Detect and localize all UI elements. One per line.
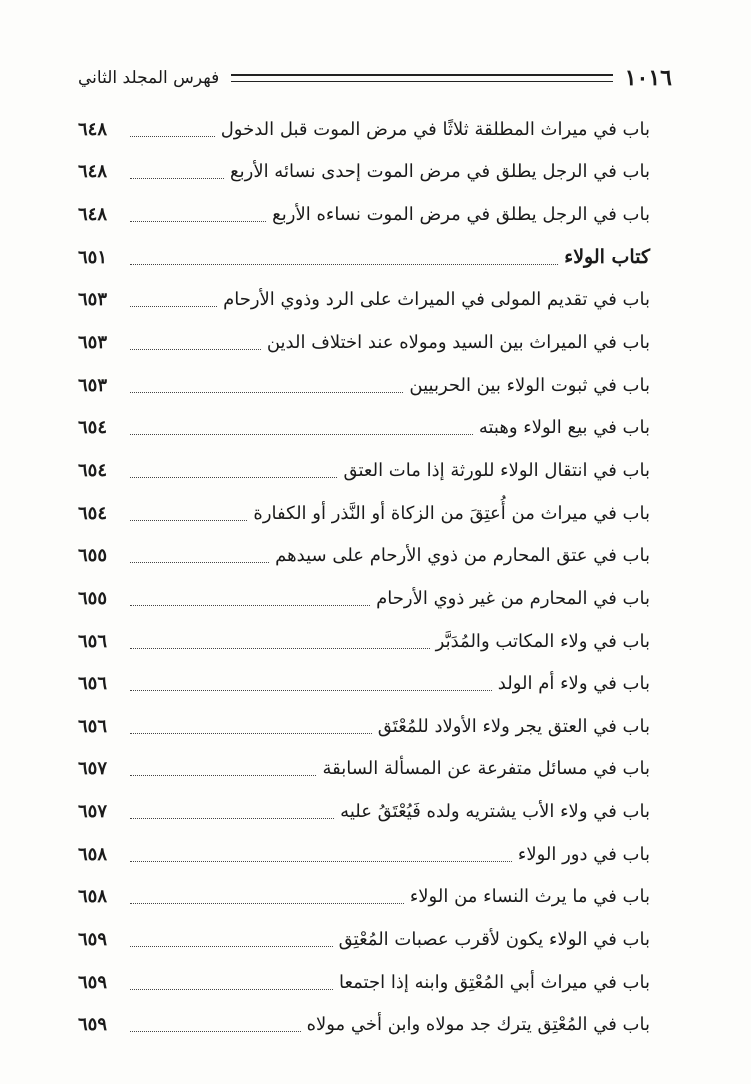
dot-leader: [130, 1031, 301, 1032]
table-of-contents: [78, 108, 650, 1046]
toc-entry-title: كتاب الولاء: [564, 246, 650, 269]
toc-entry-title: باب في ولاء المكاتب والمُدَبَّر: [435, 630, 650, 652]
toc-entry-page: ٦٥٩: [78, 928, 108, 950]
toc-entry: [78, 193, 650, 236]
dot-leader: [130, 306, 217, 307]
toc-entry-title: باب في الميراث بين السيد ومولاه عند اختلاف الدين: [266, 332, 650, 354]
dot-leader: [130, 861, 512, 862]
toc-entry-page: ٦٤٨: [78, 161, 108, 183]
toc-entry-page: ٦٥٥: [78, 587, 108, 609]
toc-entry-title: باب في ميراث أبي المُعْتِق وابنه إذا اجتمعا: [338, 971, 650, 993]
toc-entry-page: ٦٥٣: [78, 374, 108, 396]
toc-section-heading: [78, 236, 650, 279]
toc-entry-title: باب في ولاء الأب يشتريه ولده فَيُعْتَقُ عليه: [340, 801, 650, 823]
toc-entry-title: باب في ولاء أم الولد: [497, 673, 650, 695]
toc-entry-page: ٦٤٨: [78, 204, 108, 226]
toc-entry-page: ٦٥٦: [78, 715, 108, 737]
dot-leader: [130, 264, 558, 265]
dot-leader: [130, 648, 430, 649]
dot-leader: [130, 392, 403, 393]
dot-leader: [130, 989, 333, 990]
dot-leader: [130, 903, 404, 904]
dot-leader: [130, 605, 370, 606]
toc-entry-title: باب في دور الولاء: [517, 843, 650, 865]
page-number: ١٠١٦: [624, 65, 672, 91]
toc-entry: [78, 833, 650, 876]
toc-entry: [78, 449, 650, 492]
toc-entry-page: ٦٤٨: [78, 118, 108, 140]
page-header: [78, 60, 672, 96]
toc-entry-page: ٦٥٦: [78, 630, 108, 652]
toc-entry-title: باب في بيع الولاء وهبته: [478, 417, 650, 439]
dot-leader: [130, 520, 247, 521]
toc-entry: [78, 620, 650, 663]
toc-entry-page: ٦٥٥: [78, 545, 108, 567]
toc-entry: [78, 151, 650, 194]
toc-entry-page: ٦٥٨: [78, 843, 108, 865]
toc-entry: [78, 1003, 650, 1046]
toc-entry-page: ٦٥٣: [78, 332, 108, 354]
toc-entry: [78, 918, 650, 961]
toc-entry-page: ٦٥٤: [78, 502, 108, 524]
toc-entry: [78, 961, 650, 1004]
toc-entry: [78, 364, 650, 407]
dot-leader: [130, 733, 372, 734]
toc-entry-page: ٦٥٦: [78, 673, 108, 695]
toc-entry: [78, 577, 650, 620]
toc-entry-title: باب في المُعْتِق يترك جد مولاه وابن أخي مولاه: [306, 1014, 650, 1036]
toc-entry-page: ٦٥٤: [78, 417, 108, 439]
toc-entry-title: باب في الرجل يطلق في مرض الموت نساءه الأربع: [272, 204, 650, 226]
toc-entry: [78, 492, 650, 535]
toc-entry-page: ٦٥٣: [78, 289, 108, 311]
toc-entry-page: ٦٥٧: [78, 758, 108, 780]
toc-entry: [78, 748, 650, 791]
dot-leader: [130, 221, 266, 222]
dot-leader: [130, 690, 492, 691]
toc-entry: [78, 662, 650, 705]
toc-entry-page: ٦٥٧: [78, 801, 108, 823]
toc-entry: [78, 534, 650, 577]
dot-leader: [130, 946, 333, 947]
toc-entry-page: ٦٥٤: [78, 459, 108, 481]
toc-entry: [78, 876, 650, 919]
header-rule: [231, 74, 612, 82]
toc-entry-title: باب في تقديم المولى في الميراث على الرد وذوي الأرحام: [223, 289, 650, 311]
toc-entry-title: باب في مسائل متفرعة عن المسألة السابقة: [322, 758, 650, 780]
toc-entry-page: ٦٥٨: [78, 886, 108, 908]
running-title: فهرس المجلد الثاني: [78, 68, 220, 88]
toc-entry-title: باب في العتق يجر ولاء الأولاد للمُعْتَق: [377, 715, 650, 737]
dot-leader: [130, 818, 334, 819]
toc-entry: [78, 321, 650, 364]
dot-leader: [130, 477, 337, 478]
toc-entry: [78, 406, 650, 449]
toc-entry: [78, 279, 650, 322]
toc-entry: [78, 705, 650, 748]
toc-entry-page: ٦٥١: [78, 246, 108, 268]
toc-entry-title: باب في عتق المحارم من ذوي الأرحام على سيدهم: [275, 545, 650, 567]
toc-entry-title: باب في ميراث المطلقة ثلاثًا في مرض الموت قبل الدخول: [220, 118, 650, 140]
dot-leader: [130, 775, 316, 776]
dot-leader: [130, 349, 261, 350]
toc-entry-title: باب في انتقال الولاء للورثة إذا مات العتق: [343, 459, 650, 481]
toc-entry-title: باب في الولاء يكون لأقرب عصبات المُعْتِق: [338, 928, 650, 950]
toc-entry: [78, 108, 650, 151]
dot-leader: [130, 434, 473, 435]
toc-entry-title: باب في ثبوت الولاء بين الحربيين: [409, 374, 650, 396]
toc-entry: [78, 790, 650, 833]
toc-entry-title: باب في ما يرث النساء من الولاء: [409, 886, 650, 908]
dot-leader: [130, 136, 215, 137]
toc-entry-title: باب في الرجل يطلق في مرض الموت إحدى نسائه الأربع: [230, 161, 650, 183]
dot-leader: [130, 562, 269, 563]
toc-entry-page: ٦٥٩: [78, 971, 108, 993]
toc-entry-title: باب في ميراث من أُعتِقَ من الزكاة أو النَّذر أو الكفارة: [253, 502, 650, 524]
toc-entry-title: باب في المحارم من غير ذوي الأرحام: [376, 587, 650, 609]
dot-leader: [130, 178, 224, 179]
toc-entry-page: ٦٥٩: [78, 1014, 108, 1036]
